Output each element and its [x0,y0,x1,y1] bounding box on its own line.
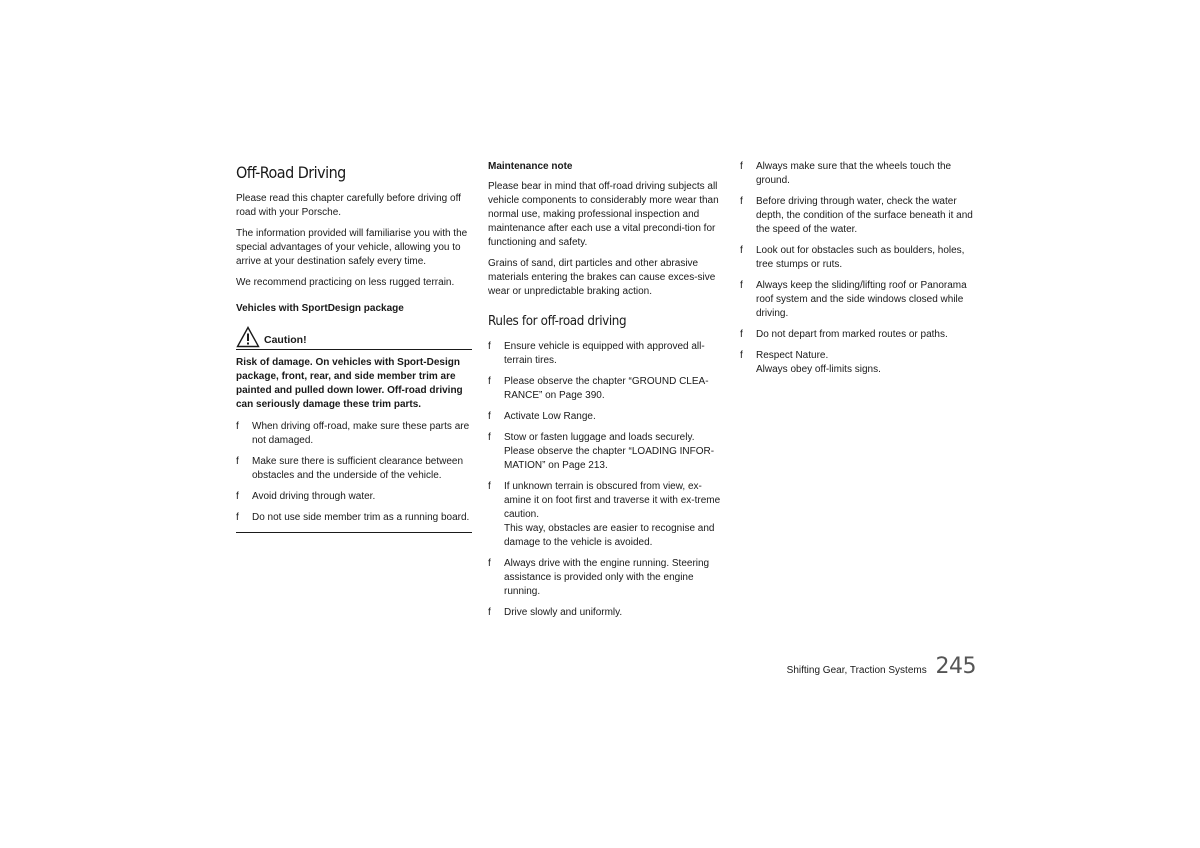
bullet-icon: f [740,329,743,340]
bullet-icon: f [236,512,239,523]
list-item: f Always make sure that the wheels touch the ground. [740,161,952,186]
bullet-icon: f [488,341,491,352]
list-item: f Before driving through water, check the water depth, the condition of the surface beneath it and the speed of the water. [740,196,973,235]
bullet-icon: f [740,245,743,256]
chapter-name: Shifting Gear, Traction Systems [786,665,927,676]
bullet-icon: f [236,421,239,432]
subheading-sportdesign: Vehicles with SportDesign package [236,303,404,314]
page-number: 245 [935,654,976,679]
list-item: f Always drive with the engine running. Steering assistance is provided only with the engine running. [488,558,710,597]
intro-paragraph: Please read this chapter carefully before driving off road with your Porsche. [236,193,461,218]
bullet-icon: f [488,432,491,443]
list-item: f Make sure there is sufficient clearance between obstacles and the underside of the vehicle. [236,456,464,481]
page-title: Off-Road Driving [236,163,346,182]
column-right [740,160,976,384]
page-footer [700,654,976,679]
caution-bullet-list [236,420,472,525]
bullet-icon: f [740,161,743,172]
maintenance-heading: Maintenance note [488,161,573,172]
bullet-icon: f [488,558,491,569]
list-item: f Stow or fasten luggage and loads securely. Please observe the chapter “LOADING INFOR-MATION” on Page 213. [488,432,715,471]
column-middle [488,160,724,627]
caution-header [236,325,472,350]
warning-triangle-icon [236,326,260,348]
list-item: f Always keep the sliding/lifting roof or Panorama roof system and the side windows closed while driving. [740,280,967,319]
column-left [236,160,472,533]
intro-paragraph: We recommend practicing on less rugged terrain. [236,277,455,288]
bullet-icon: f [740,280,743,291]
bullet-icon: f [236,491,239,502]
list-item: f When driving off-road, make sure these parts are not damaged. [236,421,470,446]
bullet-icon: f [236,456,239,467]
maintenance-paragraph: Grains of sand, dirt particles and other abrasive materials entering the brakes can cause exces-sive wear or unpredictable braking action. [488,258,716,297]
list-item: f Please observe the chapter “GROUND CLEA-RANCE” on Page 390. [488,376,709,401]
list-item: f Do not use side member trim as a running board. [236,512,470,523]
list-item: f Avoid driving through water. [236,491,376,502]
list-item: f Look out for obstacles such as boulders, holes, tree stumps or ruts. [740,245,965,270]
bullet-icon: f [488,411,491,422]
list-item: f Do not depart from marked routes or paths. [740,329,948,340]
maintenance-paragraph: Please bear in mind that off-road driving subjects all vehicle components to considerably more wear than normal use, making professional inspection and maintenance after each use a vital precondi-tion for functioning and safety. [488,181,719,248]
list-item: f Ensure vehicle is equipped with approved all-terrain tires. [488,341,705,366]
intro-paragraph: The information provided will familiarise you with the special advantages of your vehicle, allowing you to arrive at your destination safely every time. [236,228,468,267]
bullet-icon: f [740,350,743,361]
caution-end-divider [236,532,472,533]
rules-list-continued [740,160,976,377]
bullet-icon: f [740,196,743,207]
bullet-icon: f [488,607,491,618]
caution-text: Risk of damage. On vehicles with Sport-Design package, front, rear, and side member trim are painted and pulled down lower. Off-road driving can seriously damage these trim parts. [236,357,463,410]
caution-label: Caution! [264,334,307,346]
bullet-icon: f [488,481,491,492]
rules-heading: Rules for off-road driving [488,314,627,329]
bullet-icon: f [488,376,491,387]
list-item: f Respect Nature. Always obey off-limits signs. [740,350,881,375]
rules-list [488,340,724,620]
list-item: f If unknown terrain is obscured from view, ex-amine it on foot first and traverse it with ex-treme caution. This way, obstacles are easier to recognise and damage to the vehicle is avoided. [488,481,721,548]
list-item: f Drive slowly and uniformly. [488,607,623,618]
list-item: f Activate Low Range. [488,411,596,422]
